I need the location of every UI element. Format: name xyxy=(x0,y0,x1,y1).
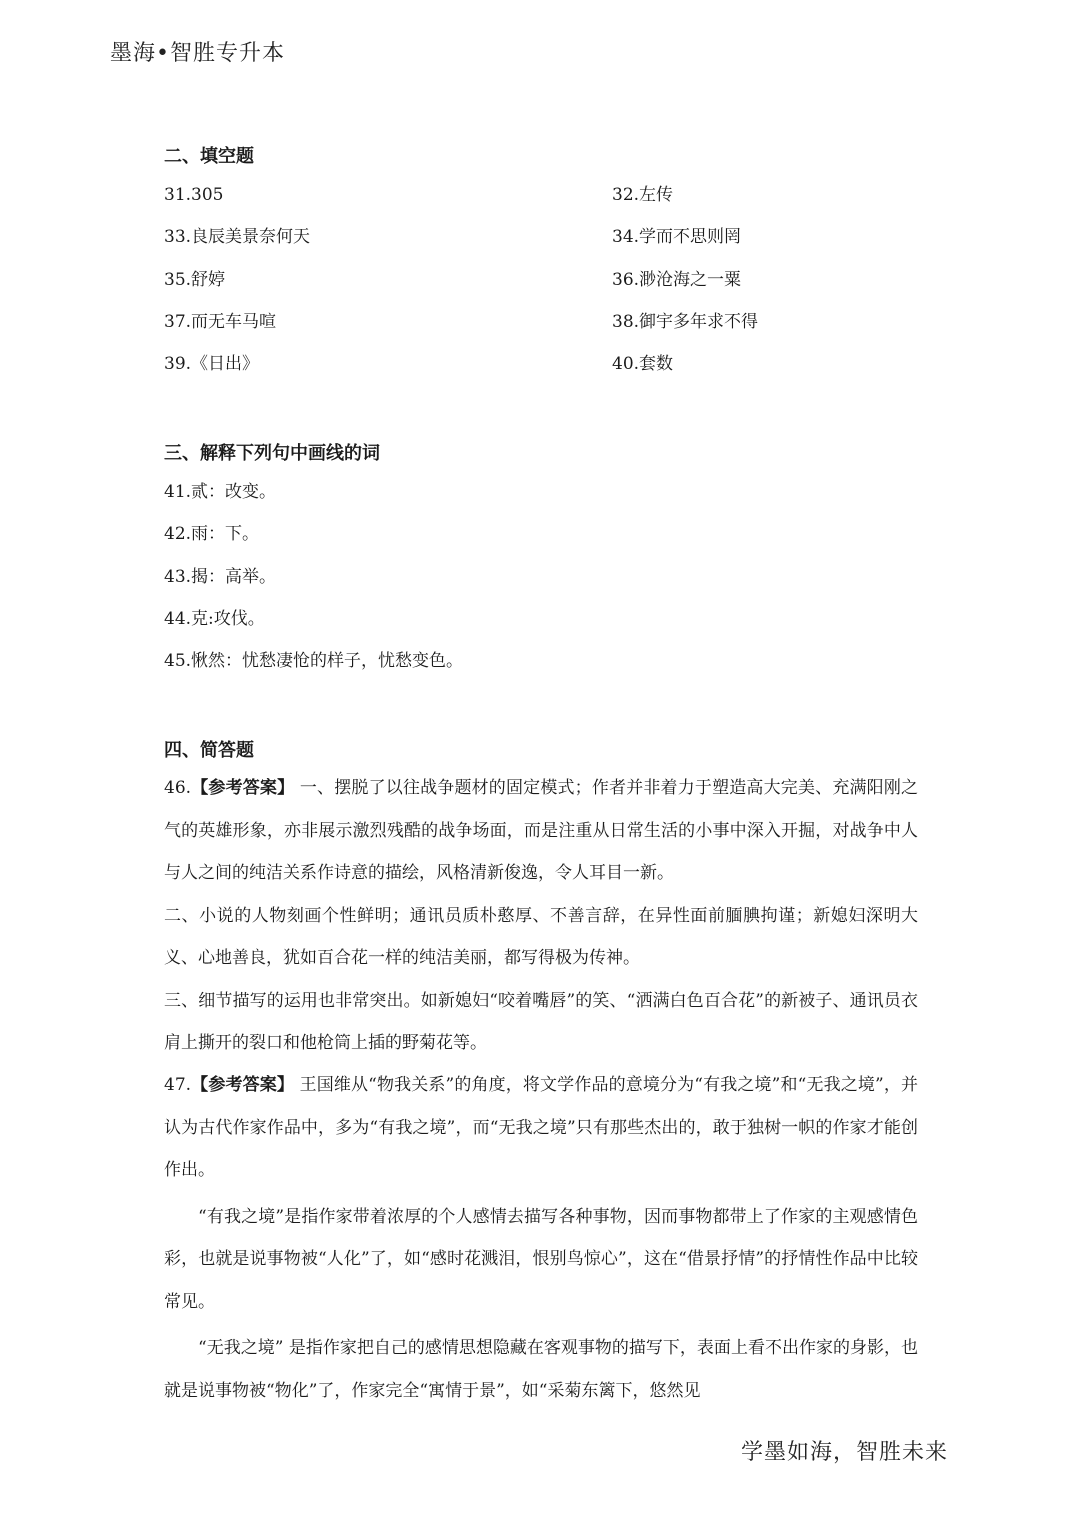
answer-39: 39.《日出》 xyxy=(164,354,260,374)
answer-31: 31.305 xyxy=(164,185,224,205)
answer-35: 35.舒婷 xyxy=(164,270,226,290)
answer-33: 33.良辰美景奈何天 xyxy=(164,227,311,247)
answer-47-text-1: 王国维从“物我关系”的角度，将文学作品的意境分为“有我之境”和“无我之境”，并认为古代作家作品中，多为“有我之境”，而“无我之境”只有那些杰出的，敢于独树一帜的作家才能创作出。 xyxy=(164,1075,919,1180)
answer-38: 38.御宇多年求不得 xyxy=(612,312,759,332)
answer-42: 42.雨：下。 xyxy=(164,524,260,544)
answer-37: 37.而无车马喧 xyxy=(164,312,277,332)
answer-43: 43.揭：高举。 xyxy=(164,567,277,587)
answer-46-number: 46. xyxy=(164,778,192,798)
answer-47-number: 47. xyxy=(164,1075,192,1095)
answer-46-paragraph-1 xyxy=(164,767,918,895)
answer-46-text-1: 一、摆脱了以往战争题材的固定模式；作者并非着力于塑造高大完美、充满阳刚之气的英雄形象，亦非展示激烈残酷的战争场面，而是注重从日常生活的小事中深入开掘，对战争中人与人之间的纯洁关系作诗意的描绘，风格清新俊逸，令人耳目一新。 xyxy=(164,778,919,883)
answer-47-label: 【参考答案】 xyxy=(191,1075,295,1095)
answer-40: 40.套数 xyxy=(612,354,674,374)
answer-46-paragraph-3: 三、细节描写的运用也非常突出。如新媳妇“咬着嘴唇”的笑、“洒满白色百合花”的新被子、通讯员衣肩上撕开的裂口和他枪筒上插的野菊花等。 xyxy=(164,990,918,1053)
section-title-short-answer: 四、简答题 xyxy=(164,740,254,761)
answer-47-paragraph-2: “有我之境”是指作家带着浓厚的个人感情去描写各种事物，因而事物都带上了作家的主观感情色彩，也就是说事物被“人化”了，如“感时花溅泪，恨别鸟惊心”，这在“借景抒情”的抒情性作品中比较常见。 xyxy=(164,1206,918,1312)
answer-46-label: 【参考答案】 xyxy=(191,778,295,798)
answer-46 xyxy=(164,767,918,1065)
answer-36: 36.渺沧海之一粟 xyxy=(612,270,742,290)
section-title-fill-blank: 二、填空题 xyxy=(164,146,254,167)
header-brand: 墨海•智胜专升本 xyxy=(110,41,285,66)
answer-45: 45.愀然：忧愁凄怆的样子，忧愁变色。 xyxy=(164,651,464,671)
answer-44: 44.克:攻伐。 xyxy=(164,609,265,629)
answer-47-paragraph-3: “无我之境” 是指作家把自己的感情思想隐藏在客观事物的描写下，表面上看不出作家的身影，也就是说事物被“物化”了，作家完全“寓情于景”，如“采菊东篱下，悠然见 xyxy=(164,1338,918,1401)
answer-32: 32.左传 xyxy=(612,185,674,205)
answer-34: 34.学而不思则罔 xyxy=(612,227,742,247)
section-title-explain-words: 三、解释下列句中画线的词 xyxy=(164,443,380,464)
answer-47-paragraph-1 xyxy=(164,1064,918,1192)
answer-46-paragraph-2: 二、小说的人物刻画个性鲜明；通讯员质朴憨厚、不善言辞，在异性面前腼腆拘谨；新媳妇深明大义、心地善良，犹如百合花一样的纯洁美丽，都写得极为传神。 xyxy=(164,905,918,968)
answer-41: 41.贰：改变。 xyxy=(164,482,277,502)
footer-slogan: 学墨如海，智胜未来 xyxy=(740,1440,948,1465)
answer-47 xyxy=(164,1064,918,1412)
